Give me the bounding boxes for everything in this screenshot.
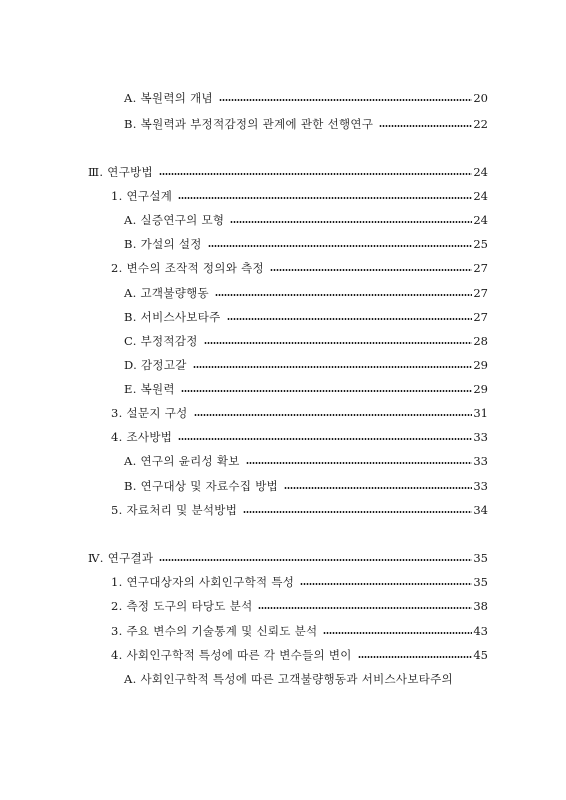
toc-entry[interactable] xyxy=(124,476,488,496)
toc-dot-leader xyxy=(159,559,472,561)
toc-dot-leader xyxy=(358,656,473,658)
toc-page-number: 27 xyxy=(473,310,488,324)
toc-page-number: 38 xyxy=(473,599,488,613)
toc-entry[interactable] xyxy=(124,88,488,108)
toc-entry[interactable] xyxy=(124,355,488,375)
toc-page-number: 29 xyxy=(473,358,488,372)
toc-entry[interactable] xyxy=(111,596,488,616)
toc-page-number: 43 xyxy=(473,624,488,638)
toc-dot-leader xyxy=(270,269,472,271)
toc-dot-leader xyxy=(230,221,472,223)
toc-page-number: 31 xyxy=(473,406,488,420)
toc-entry[interactable] xyxy=(111,500,488,520)
toc-entry[interactable] xyxy=(111,186,488,206)
toc-dot-leader xyxy=(181,390,473,392)
toc-entry-title: 2. 측정 도구의 타당도 분석 xyxy=(111,599,253,613)
toc-page-number: 35 xyxy=(473,575,488,589)
toc-entry-title: D. 감정고갈 xyxy=(124,358,187,372)
toc-entry-title: 5. 자료처리 및 분석방법 xyxy=(111,503,238,517)
toc-page-number: 24 xyxy=(473,213,488,227)
toc-page-number: 45 xyxy=(473,648,488,662)
toc-entry-title: 4. 조사방법 xyxy=(111,430,173,444)
toc-entry-title: A. 연구의 윤리성 확보 xyxy=(124,454,240,468)
toc-entry-title: B. 가설의 설정 xyxy=(124,237,202,251)
toc-entry-title: 4. 사회인구학적 특성에 따른 각 변수들의 변이 xyxy=(111,648,352,662)
toc-entry-title: B. 복원력과 부정적감정의 관계에 관한 선행연구 xyxy=(124,117,374,131)
toc-page-number: 20 xyxy=(473,91,488,105)
toc-entry[interactable] xyxy=(111,645,488,665)
toc-page-number: 33 xyxy=(473,430,488,444)
toc-dot-leader xyxy=(178,438,472,440)
toc-entry[interactable] xyxy=(124,114,488,134)
toc-entry-title: A. 복원력의 개념 xyxy=(124,91,213,105)
toc-entry-title: E. 복원력 xyxy=(124,382,175,396)
toc-page-number: 24 xyxy=(473,189,488,203)
toc-entry-title: 1. 연구대상자의 사회인구학적 특성 xyxy=(111,575,295,589)
toc-entry[interactable] xyxy=(124,307,488,327)
toc-entry[interactable] xyxy=(124,234,488,254)
toc-dot-leader xyxy=(300,583,472,585)
toc-dot-leader xyxy=(215,294,472,296)
toc-page-number: 35 xyxy=(473,551,488,565)
toc-entry[interactable] xyxy=(111,403,488,423)
toc-entry[interactable] xyxy=(111,258,488,278)
toc-dot-leader xyxy=(178,197,472,199)
toc-entry[interactable] xyxy=(124,669,459,689)
toc-dot-leader xyxy=(284,487,472,489)
toc-page-number: 24 xyxy=(473,165,488,179)
toc-dot-leader xyxy=(258,607,472,609)
toc-dot-leader xyxy=(204,342,473,344)
toc-page-number: 33 xyxy=(473,479,488,493)
toc-entry[interactable] xyxy=(88,162,488,182)
toc-page-number: 28 xyxy=(473,334,488,348)
toc-entry-title: A. 사회인구학적 특성에 따른 고객불량행동과 서비스사보타주의 xyxy=(124,672,453,686)
toc-page-number: 25 xyxy=(473,237,488,251)
toc-entry[interactable] xyxy=(124,451,488,471)
toc-page-number: 27 xyxy=(473,261,488,275)
toc-dot-leader xyxy=(194,414,473,416)
toc-entry[interactable] xyxy=(124,379,488,399)
toc-entry-title: 3. 설문지 구성 xyxy=(111,406,188,420)
toc-dot-leader xyxy=(208,245,473,247)
toc-entry-title: 2. 변수의 조작적 정의와 측정 xyxy=(111,261,264,275)
toc-entry[interactable] xyxy=(88,548,488,568)
toc-entry[interactable] xyxy=(124,331,488,351)
toc-dot-leader xyxy=(193,366,473,368)
toc-entry[interactable] xyxy=(124,210,488,230)
toc-entry[interactable] xyxy=(111,621,488,641)
toc-entry-title: C. 부정적감정 xyxy=(124,334,198,348)
toc-dot-leader xyxy=(243,511,472,513)
toc-entry[interactable] xyxy=(124,283,488,303)
toc-entry-title: B. 연구대상 및 자료수집 방법 xyxy=(124,479,279,493)
toc-entry[interactable] xyxy=(111,427,488,447)
toc-dot-leader xyxy=(159,173,472,175)
toc-entry-title: A. 실증연구의 모형 xyxy=(124,213,225,227)
toc-entry-title: Ⅲ. 연구방법 xyxy=(88,165,153,179)
toc-page-number: 27 xyxy=(473,286,488,300)
toc-dot-leader xyxy=(323,632,472,634)
toc-page-number: 34 xyxy=(473,503,488,517)
toc-entry-title: Ⅳ. 연구결과 xyxy=(88,551,154,565)
toc-page-number: 33 xyxy=(473,454,488,468)
toc-entry-title: B. 서비스사보타주 xyxy=(124,310,221,324)
toc-dot-leader xyxy=(227,318,473,320)
toc-entry-title: 1. 연구설계 xyxy=(111,189,173,203)
toc-entry-title: A. 고객불량행동 xyxy=(124,286,209,300)
toc-page-number: 29 xyxy=(473,382,488,396)
toc-dot-leader xyxy=(379,125,472,127)
toc-entry-title: 3. 주요 변수의 기술통계 및 신뢰도 분석 xyxy=(111,624,318,638)
toc-dot-leader xyxy=(219,99,472,101)
toc-page-number: 22 xyxy=(473,117,488,131)
toc-entry[interactable] xyxy=(111,572,488,592)
toc-dot-leader xyxy=(246,462,473,464)
